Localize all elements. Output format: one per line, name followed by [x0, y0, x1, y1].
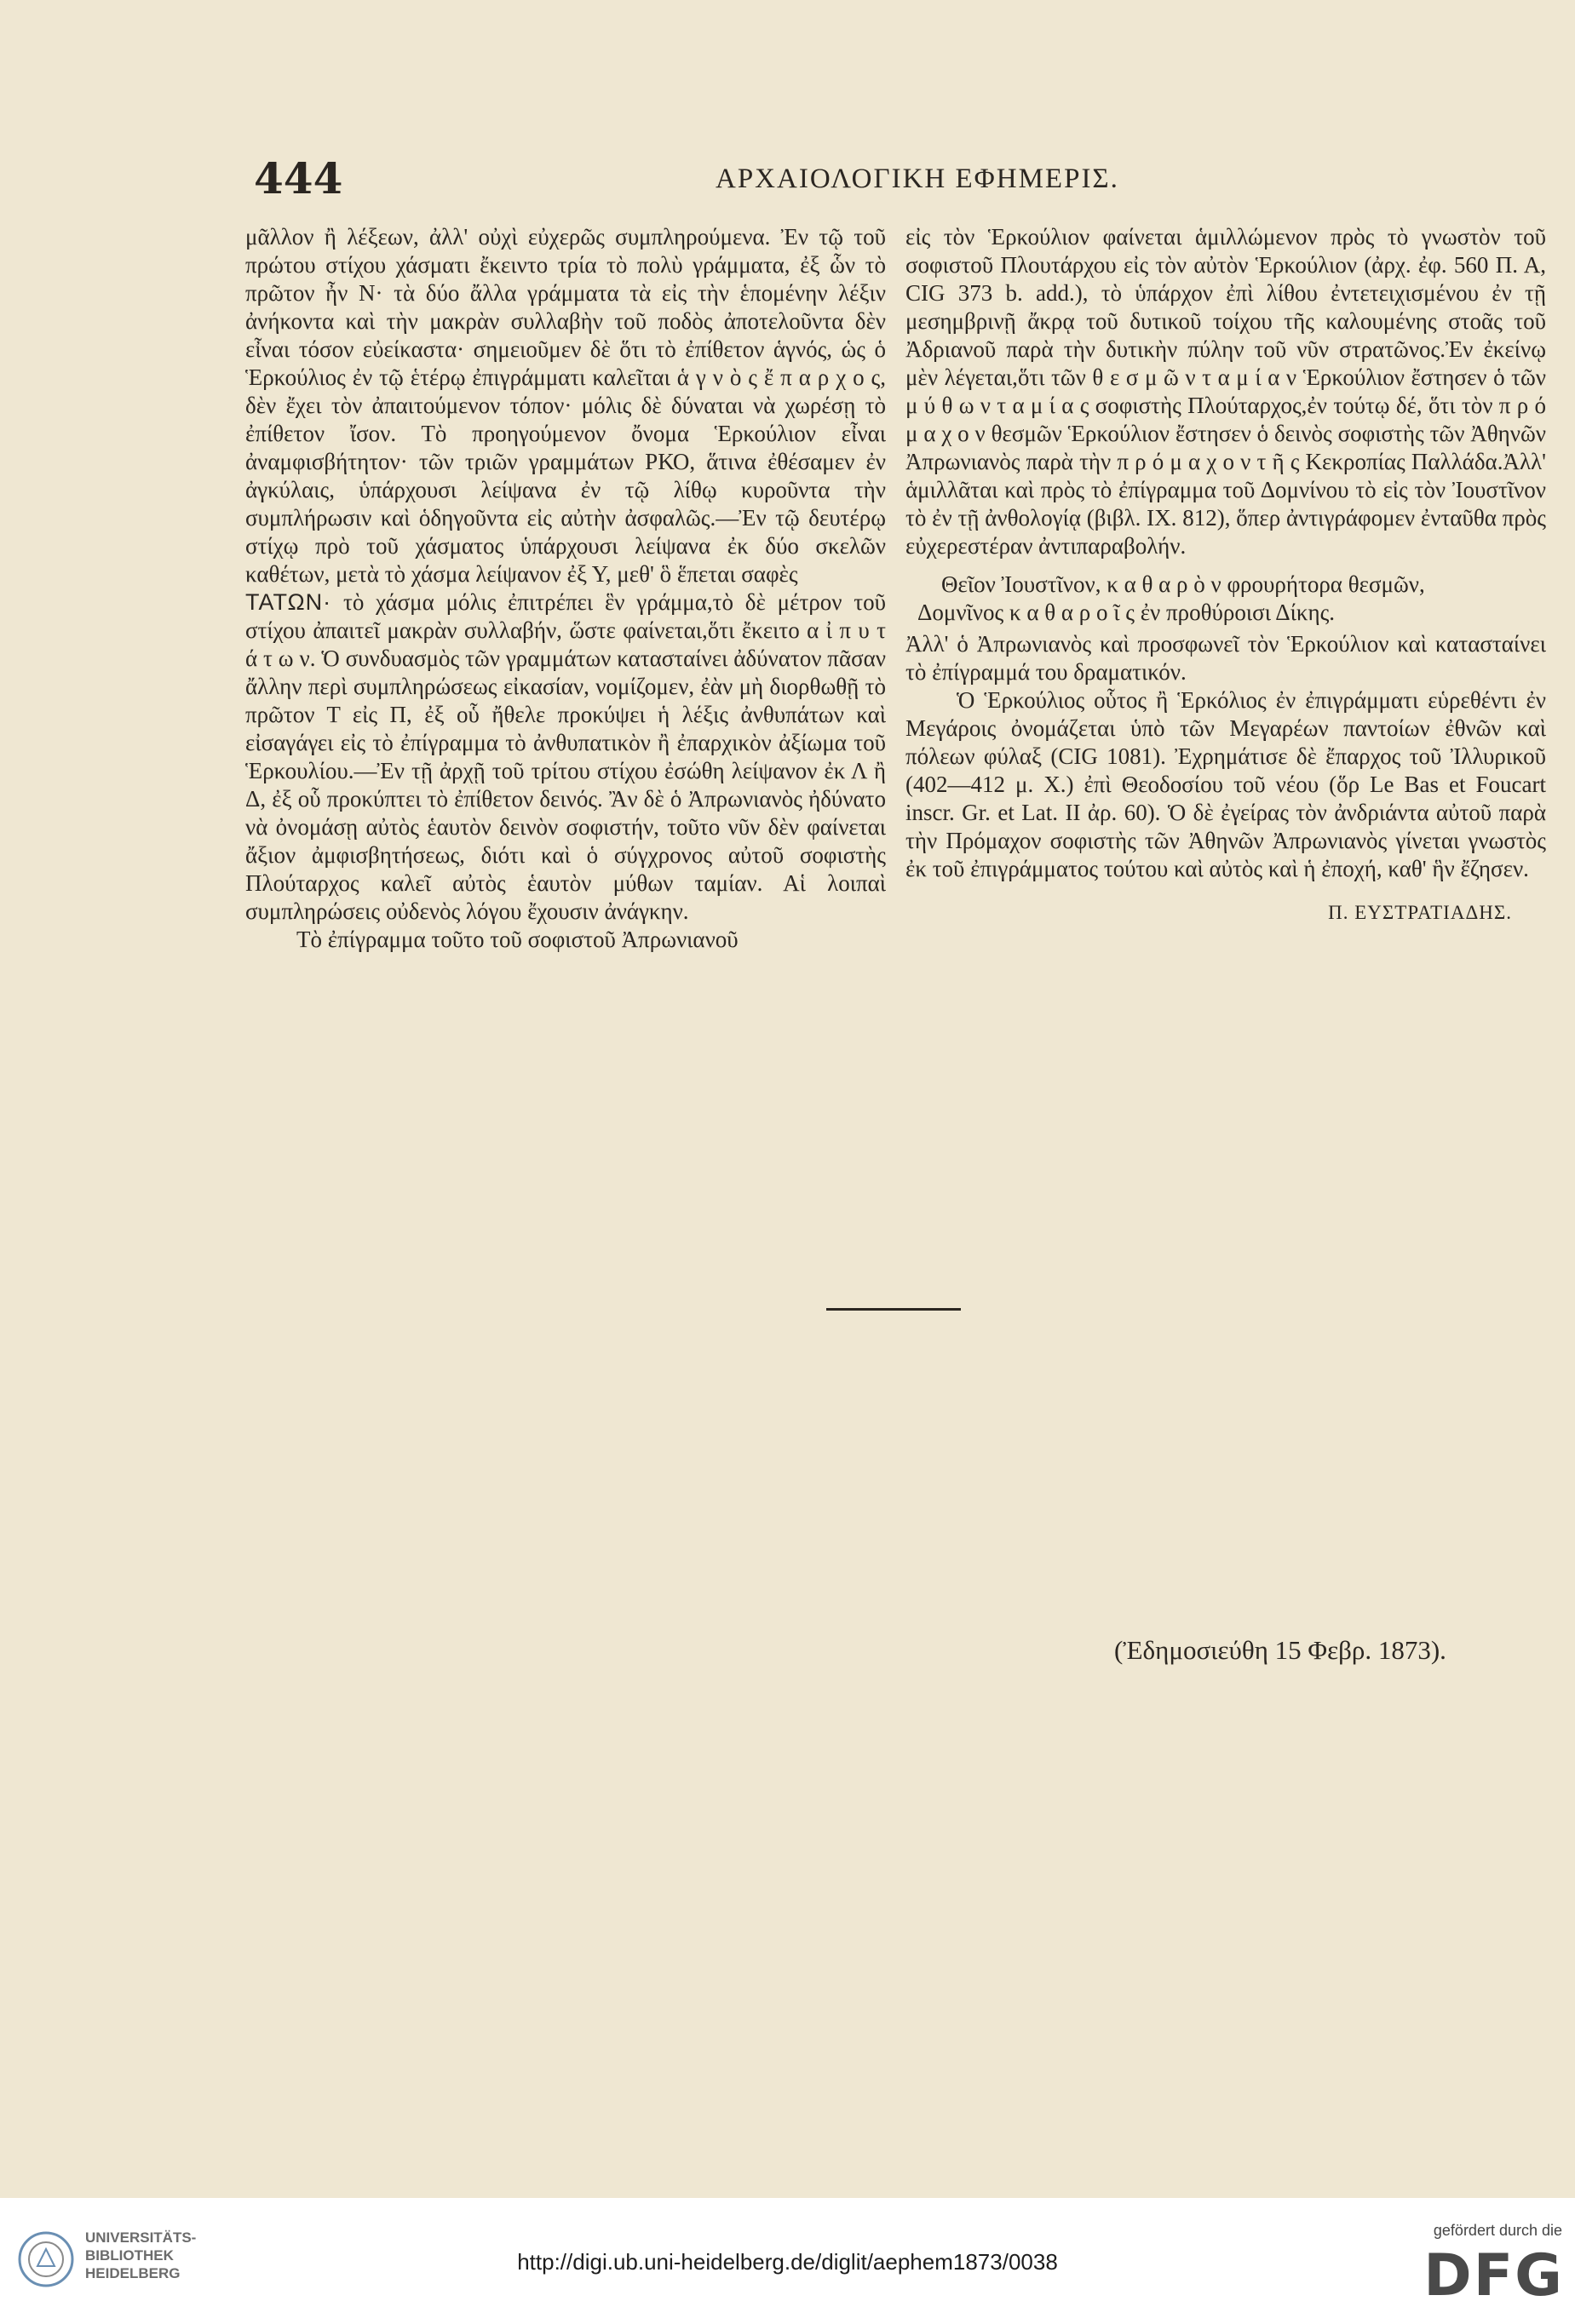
- institution-line-1: UNIVERSITÄTS-: [85, 2229, 197, 2246]
- quoted-epigram: [905, 571, 1546, 627]
- sponsor-text: gefördert durch die: [1433, 2222, 1562, 2239]
- right-paragraph-2: Ἀλλ' ὁ Ἀπρωνιανὸς καὶ προσφωνεῖ τὸν Ἑρκούλιον καὶ κατασταίνει τὸ ἐπίγραμμά του δραματικόν.: [905, 631, 1546, 685]
- inscription-fragment: ΤΑΤΩΝ·: [245, 589, 332, 615]
- right-column: [905, 223, 1546, 927]
- right-paragraph-1: εἰς τὸν Ἑρκούλιον φαίνεται ἁμιλλώμενον πρὸς τὸ γνωστὸν τοῦ σοφιστοῦ Πλουτάρχου εἰς τὸν αὐτὸν Ἑρκούλιον (ἀρχ. ἐφ. 560 Π. Α, CIG 373 b. add.), τὸ ὑπάρχον ἐπὶ λίθου ἐντετειχισμένου ἐν τῇ μεσημβρινῇ ἄκρᾳ τοῦ δυτικοῦ τοίχου τῆς καλουμένης στοᾶς τοῦ Ἀδριανοῦ παρὰ τὴν δυτικὴν πύλην τοῦ νῦν στρατῶνος.Ἐν ἐκείνῳ μὲν λέγεται,ὅτι τῶν θ ε σ μ ῶ ν τ α μ ί α ν Ἑρκούλιον ἔστησεν ὁ τῶν μ ύ θ ω ν τ α μ ί α ς σοφιστὴς Πλούταρχος,ἐν τούτῳ δέ, ὅτι τὸν π ρ ό μ α χ ο ν θεσμῶν Ἑρκούλιον ἔστησεν ὁ δεινὸς σοφιστὴς τῶν Ἀθηνῶν Ἀπρωνιανὸς παρὰ τὴν π ρ ό μ α χ ο ν τ ῆ ς Κεκροπίας Παλλάδα.Ἀλλ' ἁμιλλᾶται καὶ πρὸς τὸ ἐπίγραμμα τοῦ Δομνίνου τὸ εἰς τὸν Ἰουστῖνον τὸ ἐν τῇ ἀνθολογίᾳ (βιβλ. IX. 812), ὅπερ ἀντιγράφομεν ἐνταῦθα πρὸς εὐχερεστέραν ἀντιπαραβολήν.: [905, 224, 1546, 559]
- epigram-line-1: Θεῖον Ἰουστῖνον, κ α θ α ρ ὸ ν φρουρήτορα θεσμῶν,: [941, 571, 1425, 597]
- left-paragraph-3: Τὸ ἐπίγραμμα τοῦτο τοῦ σοφιστοῦ Ἀπρωνιανοῦ: [296, 927, 739, 952]
- permalink-url[interactable]: http://digi.ub.uni-heidelberg.de/diglit/aephem1873/0038: [517, 2249, 1058, 2275]
- institution-line-3: HEIDELBERG: [85, 2265, 181, 2281]
- left-column: [245, 223, 886, 954]
- digitization-footer: [0, 2198, 1575, 2324]
- dfg-logo: DFG: [1423, 2242, 1564, 2310]
- left-paragraph-2: [245, 588, 886, 926]
- author-signature: Π. ΕΥΣΤΡΑΤΙΑΔΗΣ.: [1328, 902, 1512, 923]
- institution-line-2: BIBLIOTHEK: [85, 2247, 174, 2264]
- journal-title: ΑΡΧΑΙΟΛΟΓΙΚΗ ΕΦΗΜΕΡΙΣ.: [716, 164, 1119, 194]
- section-divider: [826, 1308, 961, 1311]
- right-paragraph-3: Ὁ Ἑρκούλιος οὗτος ἢ Ἑρκόλιος ἐν ἐπιγράμματι εὑρεθέντι ἐν Μεγάροις ὀνομάζεται ὑπὸ τῶν Μεγαρέων παντοίων ἐθνῶν καὶ πόλεων φύλαξ (CIG 1081). Ἐχρημάτισε δὲ ἔπαρχος τοῦ Ἰλλυρικοῦ (402—412 μ. Χ.) ἐπὶ Θεοδοσίου τοῦ νέου (ὅρ Le Bas et Foucart inscr. Gr. et Lat. II ἀρ. 60). Ὁ δὲ ἐγείρας τὸν ἀνδριάντα αὐτοῦ παρὰ τὴν Πρόμαχον σοφιστὴς τῶν Ἀθηνῶν Ἀπρωνιανὸς γίνεται γνωστὸς ἐκ τοῦ ἐπιγράμματος τούτου καὶ αὐτὸς καὶ ἡ ἐποχή, καθ' ἣν ἔζησεν.: [905, 687, 1546, 881]
- left-paragraph-2-text: τὸ χάσμα μόλις ἐπιτρέπει ἓν γράμμα,τὸ δὲ μέτρον τοῦ στίχου ἀπαιτεῖ μακρὰν συλλαβήν, ὥστε φαίνεται,ὅτι ἔκειτο α ἰ π υ τ ά τ ω ν. Ὁ συνδυασμὸς τῶν γραμμάτων κατασταίνει ἀδύνατον πᾶσαν ἄλλην περὶ συμπληρώσεως εἰκασίαν, νομίζομεν, ἐὰν μὴ διορθωθῇ τὸ πρῶτον Τ εἰς Π, ἐξ οὗ ἤθελε προκύψει ἡ λέξις ἀνθυπάτων καὶ εἰσαγάγει εἰς τὸ ἐπίγραμμα τὸ ἀνθυπατικὸν ἢ ἐπαρχικὸν ἀξίωμα τοῦ Ἑρκουλίου.—Ἐν τῇ ἀρχῇ τοῦ τρίτου στίχου ἐσώθη λείψανον ἐκ Λ ἢ Δ, ἐξ οὗ προκύπτει τὸ ἐπίθετον δεινός. Ἂν δὲ ὁ Ἀπρωνιανὸς ἠδύνατο νὰ ὀνομάσῃ αὐτὸς ἑαυτὸν δεινὸν σοφιστήν, τοῦτο νῦν δὲν φαίνεται ἄξιον ἀμφισβητήσεως, διότι καὶ ὁ σύγχρονος αὐτοῦ σοφιστὴς Πλούταρχος καλεῖ αὐτὸς ἑαυτὸν μύθων ταμίαν. Αἱ λοιπαὶ συμπληρώσεις οὐδενὸς λόγου ἔχουσιν ἀνάγκην.: [245, 589, 886, 924]
- running-head: [0, 153, 1575, 213]
- epigram-line-2: Δομνῖνος κ α θ α ρ ο ῖ ς ἐν προθύροισι Δίκης.: [917, 600, 1336, 625]
- publication-note: (Ἐδημοσιεύθη 15 Φεβρ. 1873).: [1114, 1635, 1446, 1665]
- page-number: 444: [254, 153, 343, 204]
- left-paragraph-1: μᾶλλον ἢ λέξεων, ἀλλ' οὐχὶ εὐχερῶς συμπληρούμενα. Ἐν τῷ τοῦ πρώτου στίχου χάσματι ἔκειντο τρία τὸ πολὺ γράμματα, ἐξ ὧν τὸ πρῶτον ἦν Ν· τὰ δύο ἄλλα γράμματα τὰ εἰς τὴν ἑπομένην λέξιν ἀνήκοντα καὶ τὴν μακρὰν συλλαβὴν τοῦ ποδὸς ἀποτελοῦντα δὲν εἶναι τόσον εὐείκαστα· σημειοῦμεν δὲ ὅτι τὸ ἐπίθετον ἁγνός, ὡς ὁ Ἑρκούλιος ἐν τῷ ἑτέρῳ ἐπιγράμματι καλεῖται ἁ γ ν ὸ ς ἔ π α ρ χ ο ς, δὲν ἔχει τὸν ἀπαιτούμενον τόπον· μόλις δὲ δύναται νὰ χωρέσῃ τὸ ἐπίθετον ἴσον. Τὸ προηγούμενον ὄνομα Ἑρκούλιον εἶναι ἀναμφισβήτητον· τῶν τριῶν γραμμάτων ΡΚΟ, ἅτινα ἐθέσαμεν ἐν ἀγκύλαις, ὑπάρχουσι λείψανα ἐν τῷ λίθῳ κυροῦντα τὴν συμπλήρωσιν καὶ ὁδηγοῦντα εἰς αὐτὴν ἀσφαλῶς.—Ἐν τῷ δευτέρῳ στίχῳ πρὸ τοῦ χάσματος ὑπάρχουσι λείψανα ἐκ δύο σκελῶν καθέτων, μετὰ τὸ χάσμα λείψανον ἐξ Υ, μεθ' ὃ ἕπεται σαφὲς: [245, 224, 886, 587]
